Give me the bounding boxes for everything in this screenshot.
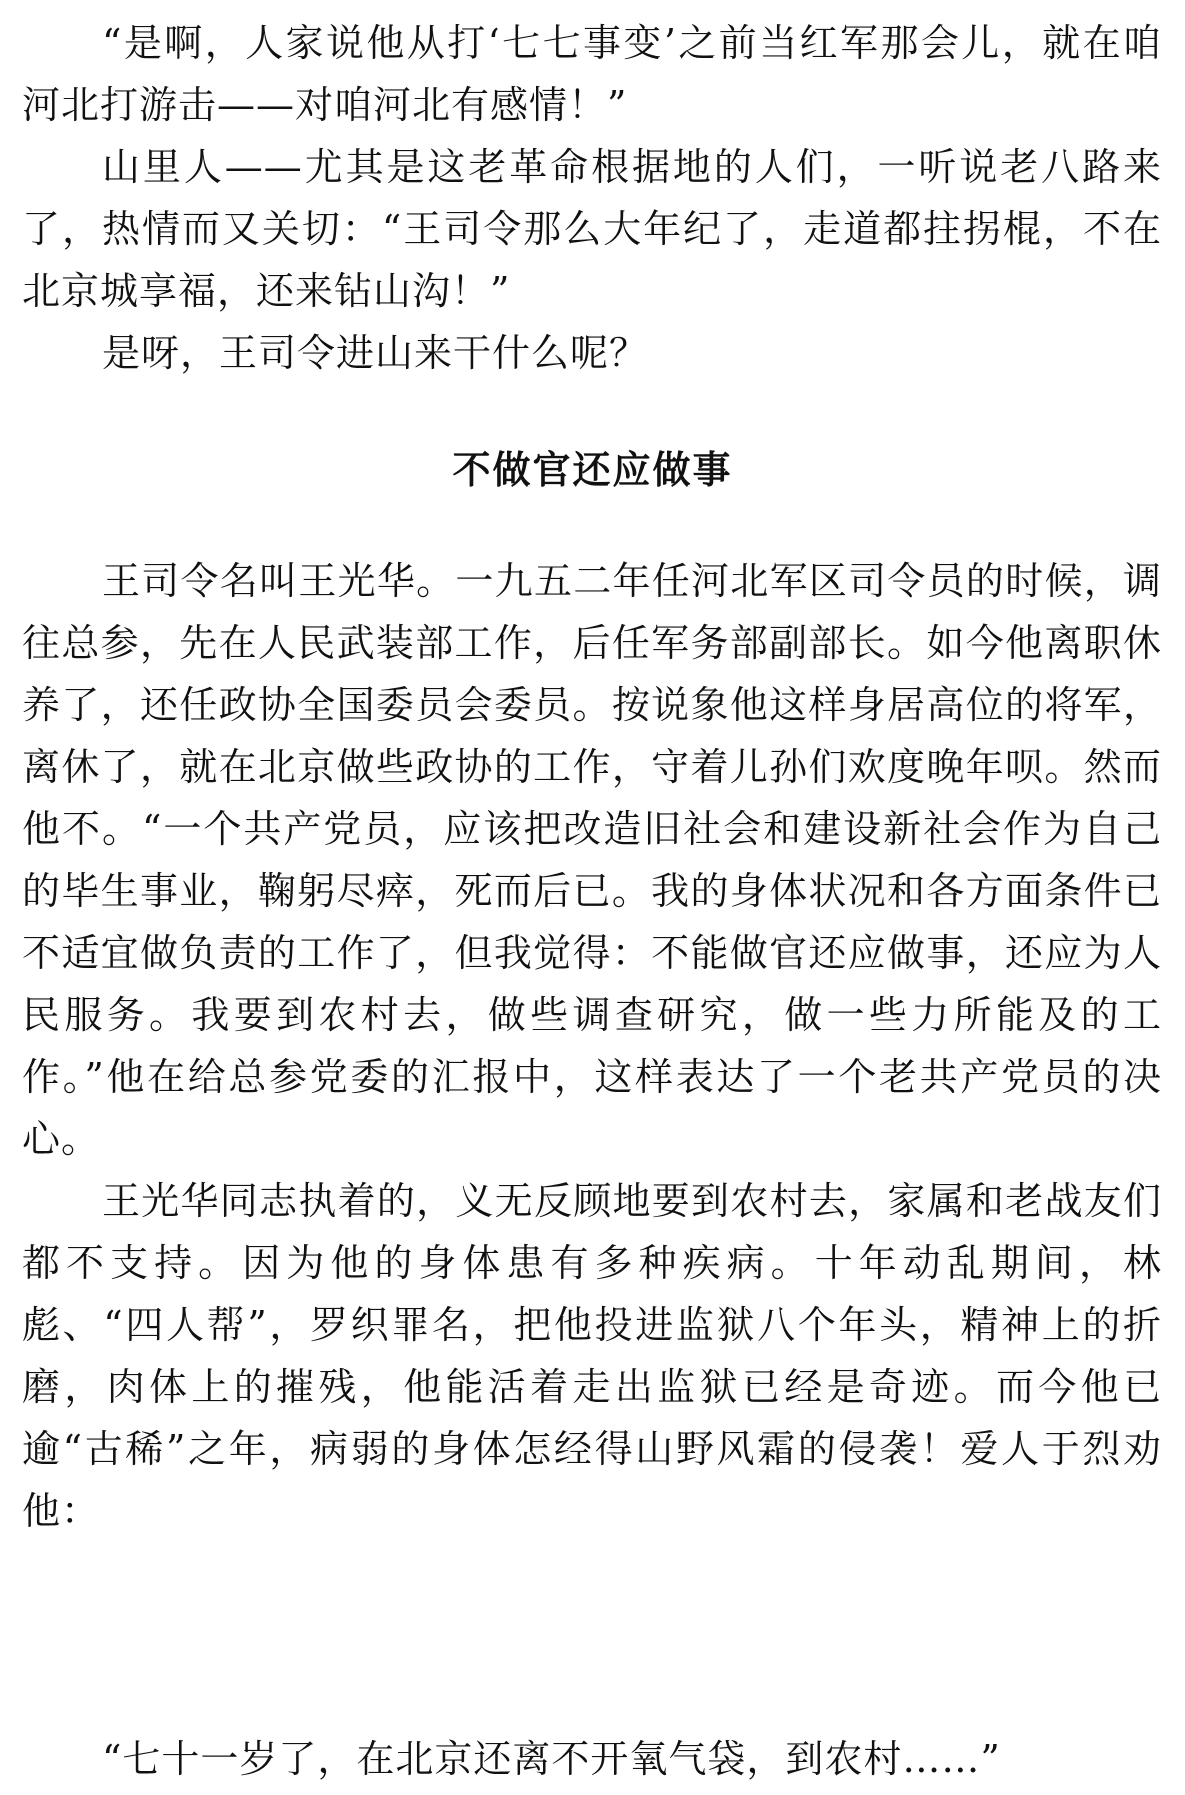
section-heading: 不做官还应做事	[452, 448, 733, 492]
paragraph-wang-guanghua: 王司令名叫王光华。一九五二年任河北军区司令员的时候，调往总参，先在人民武装部工作，后任军务部副部长。如今他离职休养了，还任政协全国委员会委员。按说象他这样身居高位的将军，离休了，就在北京做些政协的工作，守着儿孙们欢度晚年呗。然而他不。“一个共产党员，应该把改造旧社会和建设新社会作为自己的毕生事业，鞠躬尽瘁，死而后已。我的身体状况和各方面条件已不适宜做负责的工作了，但我觉得：不能做官还应做事，还应为人民服务。我要到农村去，做些调查研究，做一些力所能及的工作。”他在给总参党委的汇报中，这样表达了一个老共产党员的决心。	[22, 559, 1162, 1161]
paragraph-family-opposition: 王光华同志执着的，义无反顾地要到农村去，家属和老战友们都不支持。因为他的身体患有多种疾病。十年动乱期间，林彪、“四人帮”，罗织罪名，把他投进监狱八个年头，精神上的折磨，肉体上的摧残，他能活着走出监狱已经是奇迹。而今他已逾“古稀”之年，病弱的身体怎经得山野风霜的侵袭！爱人于烈劝他：	[22, 1179, 1162, 1533]
paragraph-mountain-people: 山里人——尤其是这老革命根据地的人们，一听说老八路来了，热情而又关切：“王司令那么大年纪了，走道都拄拐棍，不在北京城享福，还来钻山沟！”	[22, 145, 1162, 313]
paragraph-wife-quote: “七十一岁了，在北京还离不开氧气袋，到农村……”	[102, 1737, 1001, 1781]
paragraph-question: 是呀，王司令进山来干什么呢？	[102, 331, 649, 375]
paragraph-quote-hebei: “是啊，人家说他从打‘七七事变’之前当红军那会儿，就在咱河北打游击——对咱河北有感情！”	[22, 21, 1162, 127]
